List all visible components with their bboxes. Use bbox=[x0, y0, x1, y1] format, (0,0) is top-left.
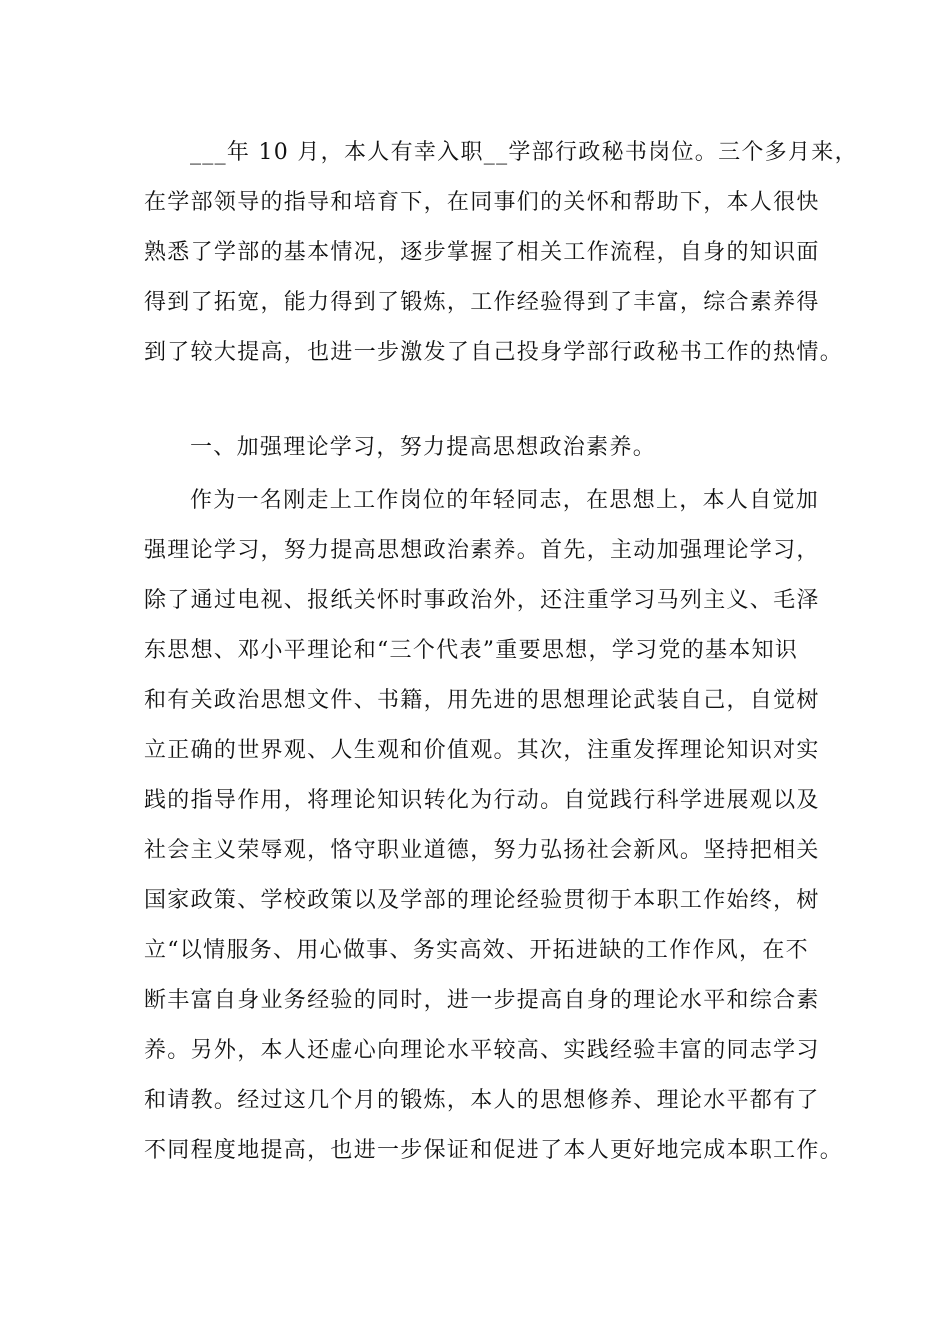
text-line: 得到了拓宽，能力得到了锻炼，工作经验得到了丰富，综合素养得 bbox=[144, 290, 820, 315]
text-line: 在学部领导的指导和培育下，在同事们的关怀和帮助下，本人很快 bbox=[144, 190, 820, 215]
text-line: 践的指导作用，将理论知识转化为行动。自觉践行科学进展观以及 bbox=[144, 788, 820, 813]
text-line: 强理论学习，努力提高思想政治素养。首先，主动加强理论学习， bbox=[144, 538, 820, 563]
text-line: 不同程度地提高，也进一步保证和促进了本人更好地完成本职工作。 bbox=[144, 1138, 844, 1163]
text-line: 社会主义荣辱观，恪守职业道德，努力弘扬社会新风。坚持把相关 bbox=[144, 838, 820, 863]
text-line: 和请教。经过这几个月的锻炼，本人的思想修养、理论水平都有了 bbox=[144, 1088, 820, 1113]
text-line: 和有关政治思想文件、书籍，用先进的思想理论武装自己，自觉树 bbox=[144, 688, 820, 713]
text-line: 除了通过电视、报纸关怀时事政治外，还注重学习马列主义、毛泽 bbox=[144, 588, 820, 613]
intro-paragraph bbox=[144, 128, 858, 378]
text-line: 熟悉了学部的基本情况，逐步掌握了相关工作流程，自身的知识面 bbox=[144, 240, 820, 265]
text-line: 养。另外，本人还虚心向理论水平较高、实践经验丰富的同志学习 bbox=[144, 1038, 820, 1063]
text-line: ___年 10 月，本人有幸入职__学部行政秘书岗位。三个多月来， bbox=[190, 140, 858, 165]
section-heading-text: 一、加强理论学习，努力提高思想政治素养。 bbox=[190, 435, 657, 460]
text-line: 到了较大提高，也进一步激发了自己投身学部行政秘书工作的热情。 bbox=[144, 340, 844, 365]
text-line: 立“以情服务、用心做事、务实高效、开拓进缺的工作作风，在不 bbox=[144, 938, 809, 963]
text-line: 作为一名刚走上工作岗位的年轻同志，在思想上，本人自觉加 bbox=[190, 488, 820, 513]
section-body-paragraph bbox=[144, 476, 843, 1176]
text-line: 断丰富自身业务经验的同时，进一步提高自身的理论水平和综合素 bbox=[144, 988, 820, 1013]
text-line: 立正确的世界观、人生观和价值观。其次，注重发挥理论知识对实 bbox=[144, 738, 820, 763]
section-heading bbox=[144, 423, 656, 473]
text-line: 国家政策、学校政策以及学部的理论经验贯彻于本职工作始终，树 bbox=[144, 888, 820, 913]
text-line: 东思想、邓小平理论和“三个代表”重要思想，学习党的基本知识 bbox=[144, 638, 799, 663]
